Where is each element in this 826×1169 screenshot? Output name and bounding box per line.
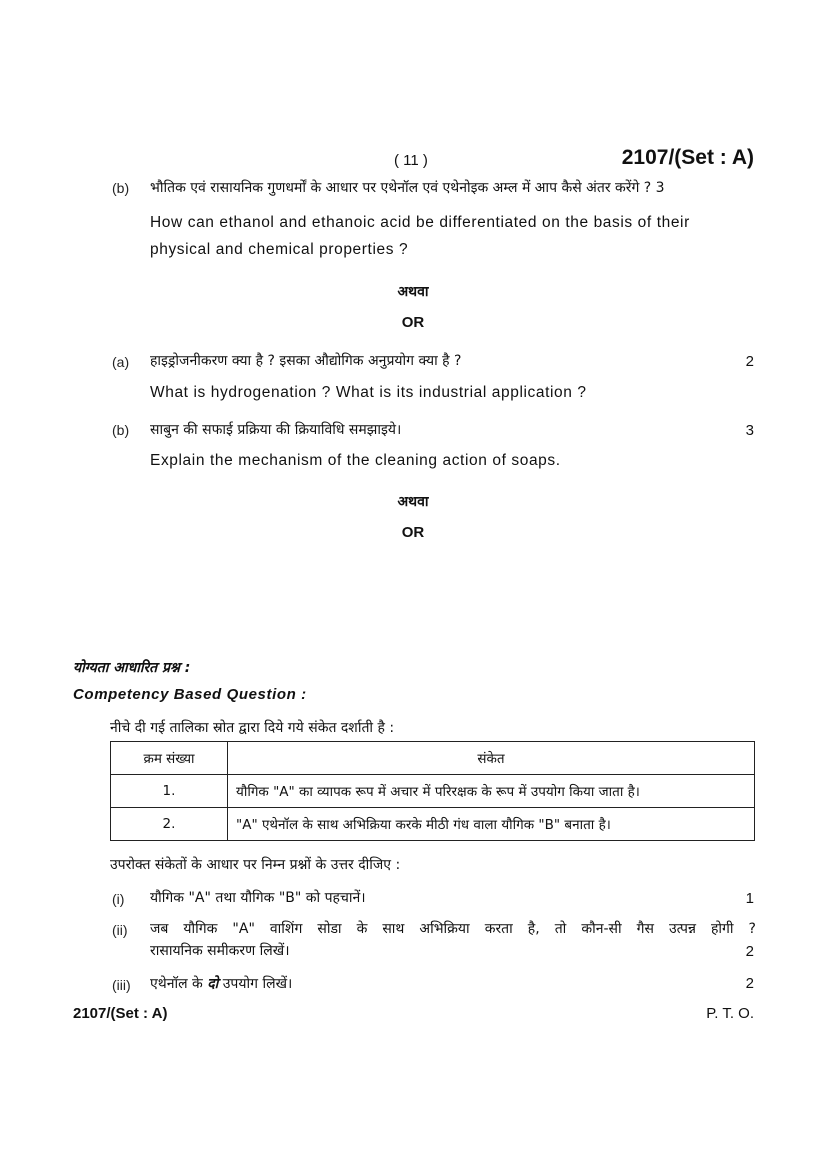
instruction: उपरोक्त संकेतों के आधार पर निम्न प्रश्नों के उत्तर दीजिए : bbox=[110, 857, 401, 873]
question-hindi: साबुन की सफाई प्रक्रिया की क्रियाविधि समझाइये। bbox=[150, 422, 402, 438]
column-header-hint: संकेत bbox=[228, 742, 755, 775]
table-intro: नीचे दी गई तालिका स्रोत द्वारा दिये गये संकेत दर्शाती है : bbox=[110, 720, 395, 736]
question-english: What is hydrogenation ? What is its industrial application ? bbox=[150, 384, 587, 401]
subquestion-label: (ii) bbox=[112, 922, 128, 938]
question-english: physical and chemical properties ? bbox=[150, 241, 409, 258]
subquestion-text-post: उपयोग लिखें। bbox=[222, 976, 293, 992]
paper-code: 2107/(Set : A) bbox=[621, 146, 754, 169]
row-hint: यौगिक "A" का व्यापक रूप में अचार में परिरक्षक के रूप में उपयोग किया जाता है। bbox=[228, 775, 755, 808]
footer-code: 2107/(Set : A) bbox=[73, 1005, 168, 1022]
question-hindi: हाइड्रोजनीकरण क्या है ? इसका औद्योगिक अनुप्रयोग क्या है ? bbox=[150, 353, 462, 369]
column-header-number: क्रम संख्या bbox=[111, 742, 228, 775]
subquestion-label: (i) bbox=[112, 891, 125, 907]
or-english: OR bbox=[401, 524, 425, 541]
row-hint: "A" एथेनॉल के साथ अभिक्रिया करके मीठी गंध वाला यौगिक "B" बनाता है। bbox=[228, 808, 755, 841]
or-hindi: अथवा bbox=[397, 284, 429, 300]
section-heading-hindi: योग्यता आधारित प्रश्न : bbox=[73, 660, 191, 676]
subquestion-marks: 2 bbox=[745, 943, 754, 960]
section-heading-english: Competency Based Question : bbox=[73, 686, 307, 703]
subquestion-text: यौगिक "A" तथा यौगिक "B" को पहचानें। bbox=[150, 890, 366, 906]
subquestion-label: (iii) bbox=[112, 977, 131, 993]
table-row bbox=[111, 775, 755, 808]
row-number: 1. bbox=[111, 775, 228, 808]
table-header-row bbox=[111, 742, 755, 775]
subquestion-text-emphasis: दो bbox=[207, 976, 219, 992]
subquestion-marks: 1 bbox=[745, 890, 754, 907]
question-hindi: भौतिक एवं रासायनिक गुणधर्मों के आधार पर एथेनॉल एवं एथेनोइक अम्ल में आप कैसे अंतर करेंगे ? 3 bbox=[150, 180, 665, 196]
question-english: Explain the mechanism of the cleaning action of soaps. bbox=[150, 452, 561, 469]
subquestion-text: जब यौगिक "A" वाशिंग सोडा के साथ अभिक्रिया करता है, तो कौन-सी गैस उत्पन्न होगी ? bbox=[150, 921, 756, 937]
question-marks: 2 bbox=[745, 353, 754, 370]
footer-pto: P. T. O. bbox=[706, 1005, 754, 1022]
question-english: How can ethanol and ethanoic acid be differentiated on the basis of their bbox=[150, 214, 690, 231]
subquestion-marks: 2 bbox=[745, 975, 754, 992]
table-row bbox=[111, 808, 755, 841]
row-number: 2. bbox=[111, 808, 228, 841]
question-label: (b) bbox=[112, 180, 130, 196]
question-label: (a) bbox=[112, 354, 130, 370]
question-marks: 3 bbox=[745, 422, 754, 439]
or-hindi: अथवा bbox=[397, 494, 429, 510]
subquestion-text-pre: एथेनॉल के bbox=[150, 976, 203, 992]
subquestion-text bbox=[150, 974, 292, 993]
hints-table bbox=[110, 741, 755, 841]
page-number: ( 11 ) bbox=[394, 152, 428, 169]
or-english: OR bbox=[401, 314, 425, 331]
subquestion-text-cont: रासायनिक समीकरण लिखें। bbox=[150, 943, 290, 959]
question-label: (b) bbox=[112, 422, 130, 438]
